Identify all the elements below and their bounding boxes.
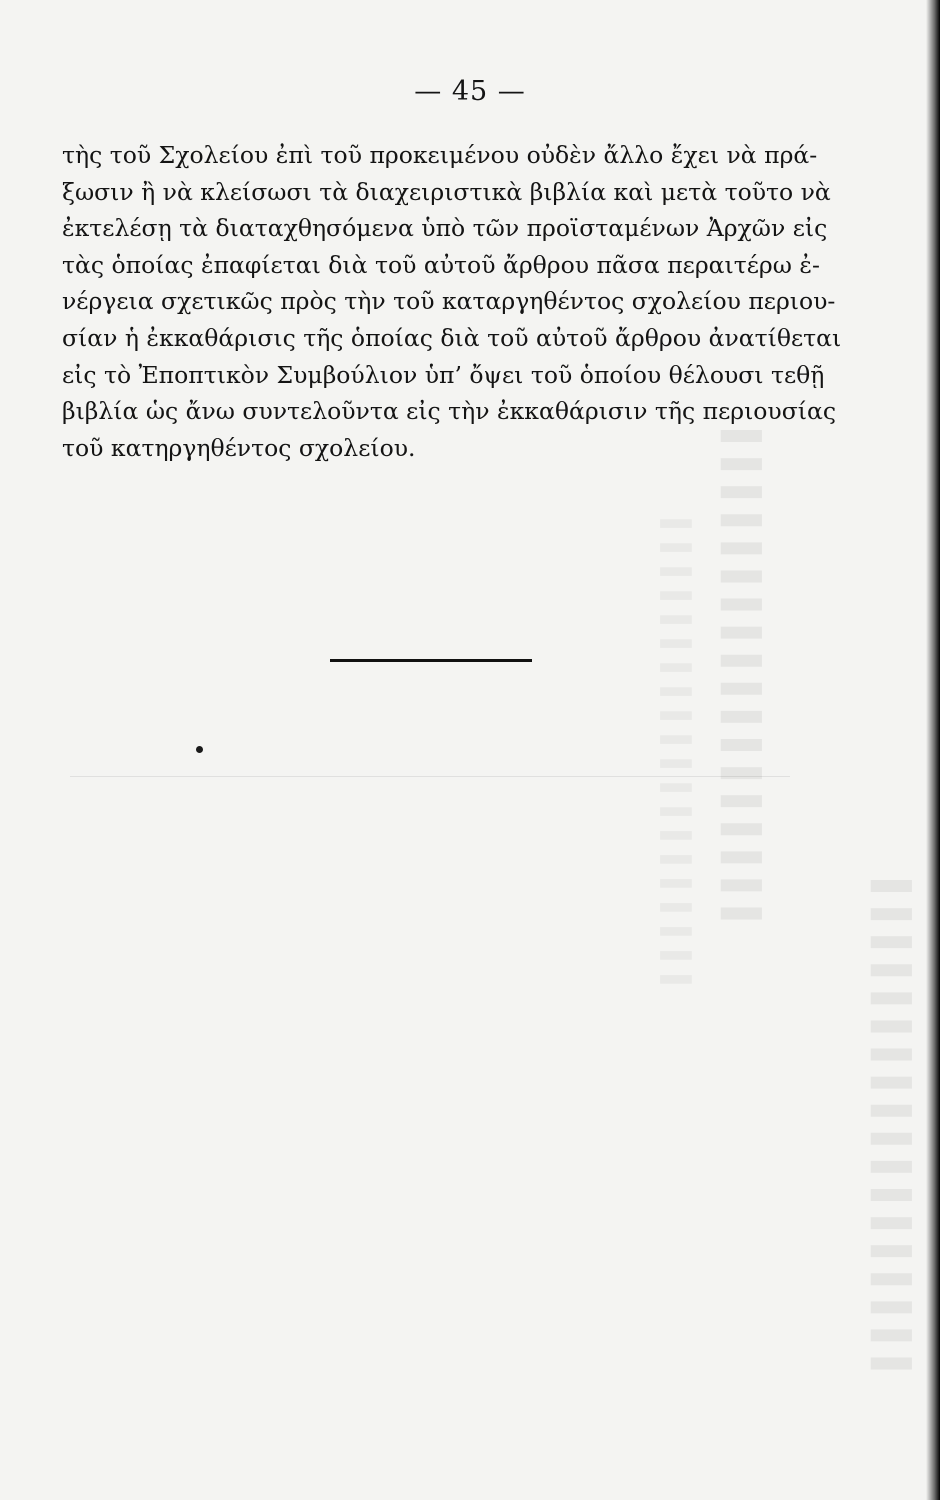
show-through-texture: ▌▌▌▌▌▌▌▌▌▌▌▌▌▌▌▌▌▌	[723, 430, 760, 936]
text-line-last: τοῦ κατηργηθέντος σχολείου.	[62, 433, 416, 462]
show-through-texture: ▌▌▌▌▌▌▌▌▌▌▌▌▌▌▌▌▌▌	[873, 880, 910, 1386]
ink-speck	[196, 746, 203, 753]
text-line: βιβλία ὡς ἄνω συντελοῦντα εἰς τὴν ἐκκαθάρισιν τῆς περιουσίας	[62, 397, 837, 426]
show-through-texture	[660, 520, 690, 1000]
body-paragraph	[62, 137, 842, 466]
text-line: νέργεια σχετικῶς πρὸς τὴν τοῦ καταργηθέντος σχολείου περιου-	[62, 287, 836, 316]
text-line: τὴς τοῦ Σχολείου ἐπὶ τοῦ προκειμένου οὐδὲν ἄλλο ἔχει νὰ πρά-	[62, 141, 818, 169]
page-number: — 45 —	[414, 76, 526, 107]
text-line: σίαν ἡ ἐκκαθάρισις τῆς ὁποίας διὰ τοῦ αὐτοῦ ἄρθρου ἀνατίθεται	[62, 323, 842, 352]
paper-crease	[70, 776, 790, 777]
text-line: ξωσιν ἢ νὰ κλείσωσι τὰ διαχειριστικὰ βιβλία καὶ μετὰ τοῦτο νὰ	[62, 177, 831, 206]
text-line: εἰς τὸ Ἐποπτικὸν Συμβούλιον ὑπ’ ὄψει τοῦ ὁποίου θέλουσι τεθῇ	[62, 360, 825, 389]
text-line: ἐκτελέσῃ τὰ διαταχθησόμενα ὑπὸ τῶν προϊσταμένων Ἀρχῶν εἰς	[62, 214, 828, 243]
section-end-rule	[330, 659, 532, 662]
page-edge-shadow	[926, 0, 940, 1500]
text-line: τὰς ὁποίας ἐπαφίεται διὰ τοῦ αὐτοῦ ἄρθρου πᾶσα περαιτέρω ἐ-	[62, 250, 820, 279]
